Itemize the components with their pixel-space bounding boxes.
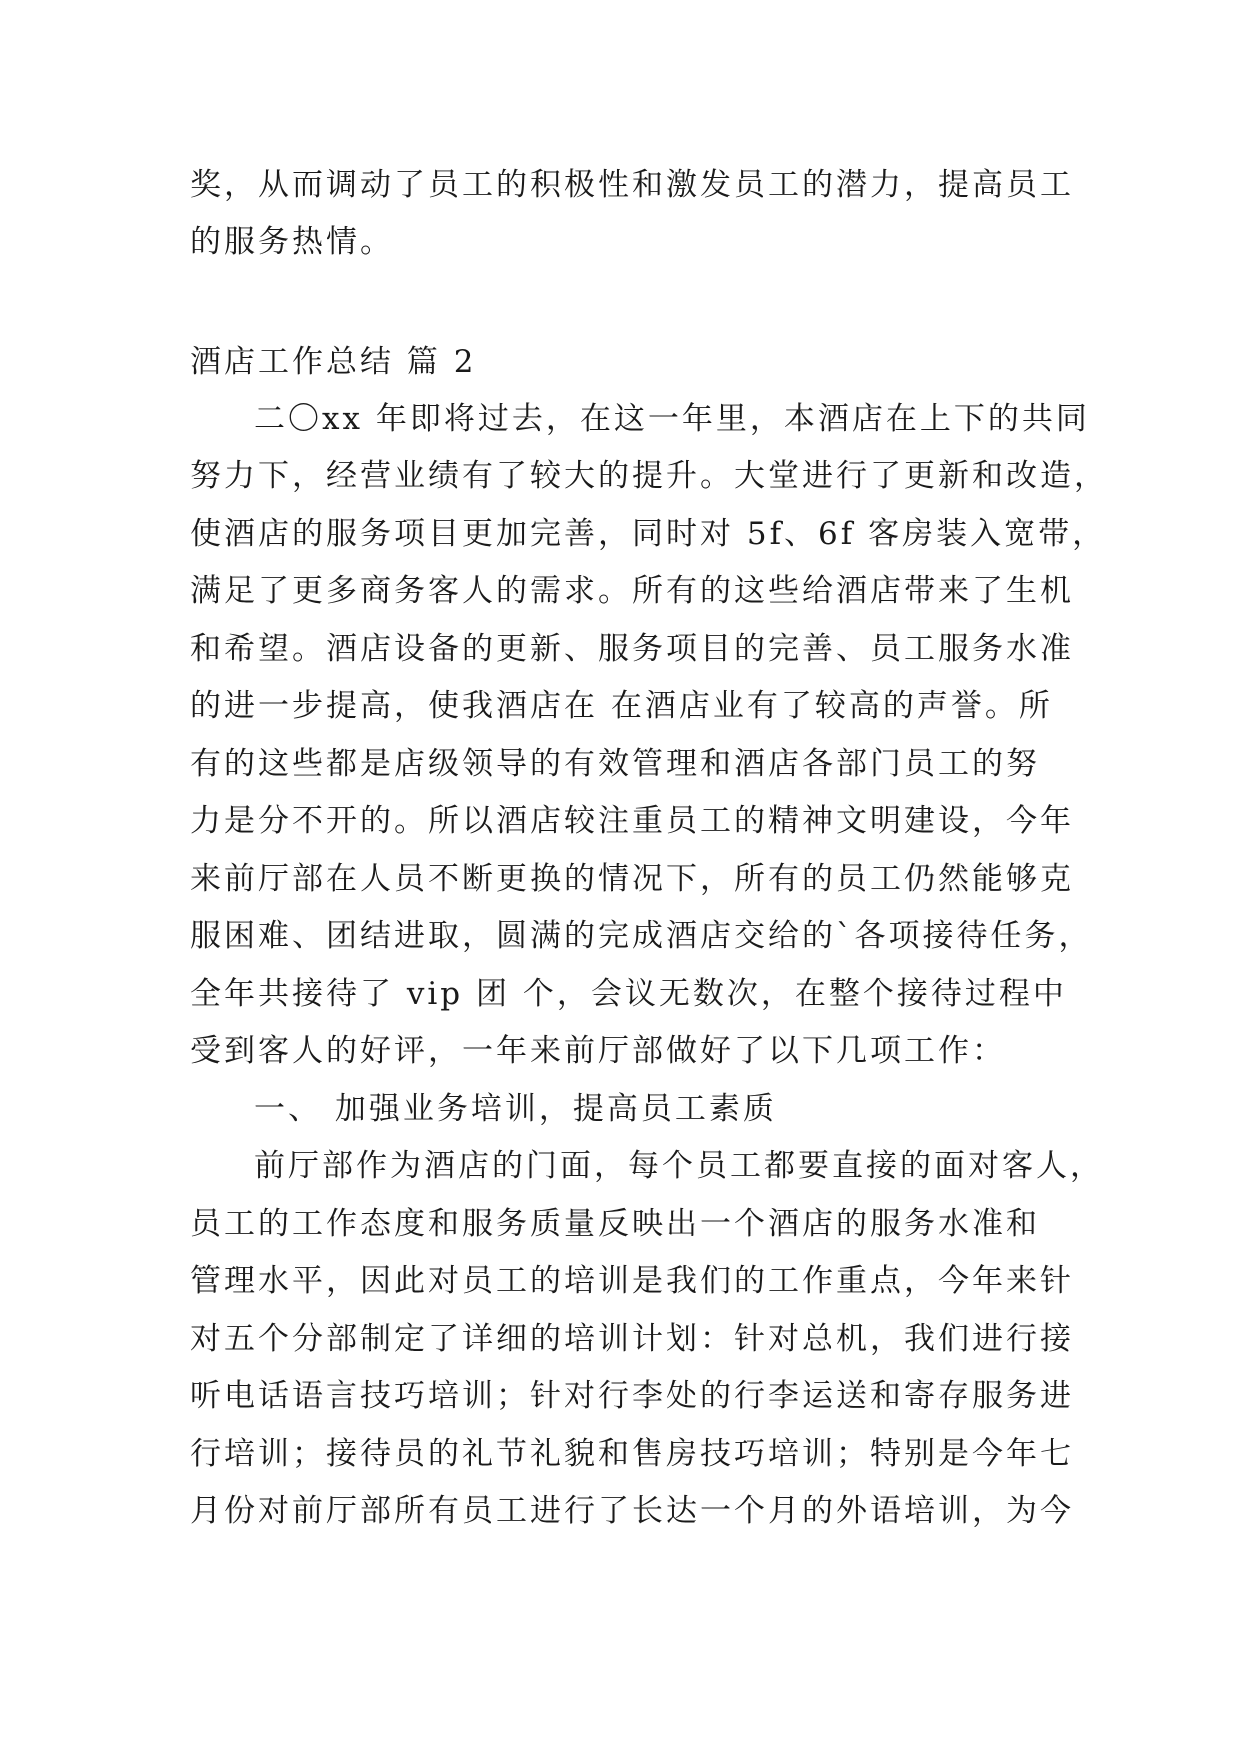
body-line-7: 有的这些都是店级领导的有效管理和酒店各部门员工的努 xyxy=(190,746,1040,782)
training-line-3: 管理水平，因此对员工的培训是我们的工作重点，今年来针 xyxy=(190,1263,1074,1299)
intro-line-1: 奖，从而调动了员工的积极性和激发员工的潜力，提高员工 xyxy=(190,167,1074,203)
body-line-8: 力是分不开的。所以酒店较注重员工的精神文明建设，今年 xyxy=(190,803,1074,839)
body-line-12: 受到客人的好评，一年来前厅部做好了以下几项工作： xyxy=(190,1033,1006,1069)
body-line-6: 的进一步提高，使我酒店在 在酒店业有了较高的声誉。所 xyxy=(190,688,1053,724)
body-line-2: 努力下，经营业绩有了较大的提升。大堂进行了更新和改造， xyxy=(190,458,1108,494)
training-line-5: 听电话语言技巧培训；针对行李处的行李运送和寄存服务进 xyxy=(190,1378,1074,1414)
body-line-11: 全年共接待了 vip 团 个，会议无数次，在整个接待过程中 xyxy=(190,976,1067,1012)
intro-line-2: 的服务热情。 xyxy=(190,224,394,260)
body-line-10: 服困难、团结进取，圆满的完成酒店交给的`各项接待任务， xyxy=(190,918,1093,954)
training-line-6: 行培训；接待员的礼节礼貌和售房技巧培训；特别是今年七 xyxy=(190,1436,1074,1472)
section-heading: 酒店工作总结 篇 2 xyxy=(190,344,477,380)
training-line-7: 月份对前厅部所有员工进行了长达一个月的外语培训，为今 xyxy=(190,1493,1074,1529)
training-line-4: 对五个分部制定了详细的培训计划：针对总机，我们进行接 xyxy=(190,1321,1074,1357)
body-line-9: 来前厅部在人员不断更换的情况下，所有的员工仍然能够克 xyxy=(190,861,1074,897)
body-line-3: 使酒店的服务项目更加完善，同时对 5f、6f 客房装入宽带， xyxy=(190,516,1107,552)
training-line-2: 员工的工作态度和服务质量反映出一个酒店的服务水准和 xyxy=(190,1206,1040,1242)
body-line-5: 和希望。酒店设备的更新、服务项目的完善、员工服务水准 xyxy=(190,631,1074,667)
body-line-1: 二〇xx 年即将过去，在这一年里，本酒店在上下的共同 xyxy=(254,401,1090,437)
training-line-1: 前厅部作为酒店的门面，每个员工都要直接的面对客人， xyxy=(254,1148,1104,1184)
subheading: 一、 加强业务培训，提高员工素质 xyxy=(254,1091,777,1127)
body-line-4: 满足了更多商务客人的需求。所有的这些给酒店带来了生机 xyxy=(190,573,1074,609)
